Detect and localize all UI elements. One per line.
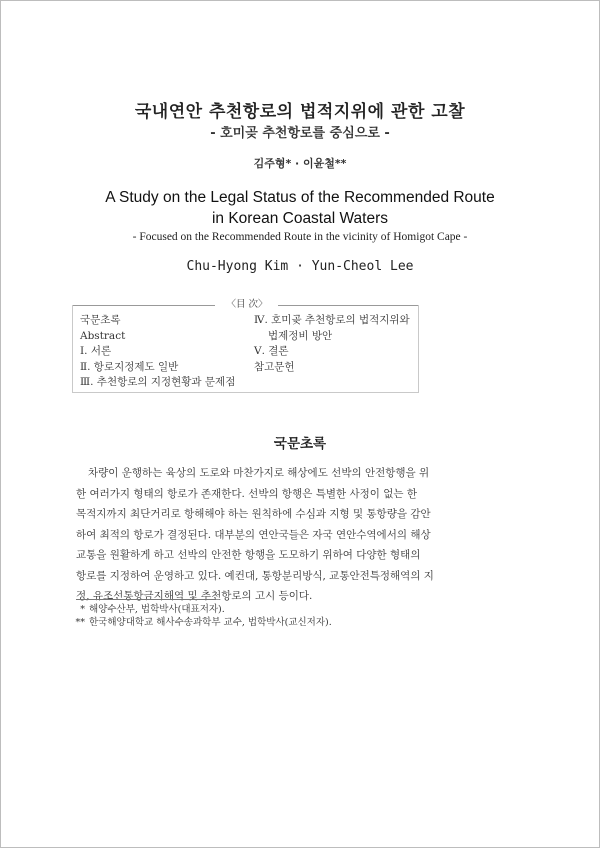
abstract-line: 정, 유조선통항금지해역 및 추천항로의 고시 등이다. — [76, 590, 313, 602]
authors-english: Chu-Hyong Kim · Yun-Cheol Lee — [186, 259, 414, 274]
toc-label: 〈目 次〉 — [226, 299, 268, 310]
footnotes — [71, 604, 332, 629]
toc-item: 참고문헌 — [254, 360, 295, 373]
abstract-line: 하여 최적의 항로가 결정된다. 대부분의 연안국들은 자국 연안수역에서의 해상 — [76, 528, 431, 541]
authors-korean: 김주형* · 이윤철** — [253, 157, 347, 170]
toc-item: Ⅰ. 서론 — [80, 345, 112, 357]
abstract-line: 교통을 원활하게 하고 선박의 안전한 항행을 도모하기 위하여 다양한 형태의 — [76, 549, 421, 561]
abstract-body — [76, 463, 434, 607]
footnote — [71, 617, 332, 630]
paper-title-korean: 국내연안 추천항로의 법적지위에 관한 고찰 — [134, 102, 466, 122]
footnote-mark: * — [80, 604, 85, 615]
paper-subtitle-korean: - 호미곶 추천항로를 중심으로 - — [210, 126, 390, 141]
abstract-line: 차량이 운행하는 육상의 도로와 마찬가지로 해상에도 선박의 안전항행을 위 — [88, 467, 430, 479]
footnote-text: 해양수산부, 법학박사(대표저자). — [89, 604, 225, 615]
paper-title-english — [0, 187, 600, 229]
paper-subtitle-english: - Focused on the Recommended Route in the vicinity of Homigot Cape - — [132, 231, 468, 243]
toc-left-column — [80, 313, 235, 391]
abstract-line: 항로를 지정하여 운영하고 있다. 예컨대, 통항분리방식, 교통안전특정해역의 지 — [76, 569, 434, 582]
title-en-line-1: A Study on the Legal Status of the Recommended Route — [105, 189, 495, 206]
footnote-rule — [76, 599, 216, 600]
title-en-line-2: in Korean Coastal Waters — [211, 210, 389, 227]
footnote-text: 한국해양대학교 해사수송과학부 교수, 법학박사(교신저자). — [89, 616, 332, 628]
footnote-mark: ** — [75, 616, 85, 628]
toc-right-column — [254, 313, 410, 375]
section-heading-abstract: 국문초록 — [273, 436, 327, 452]
abstract-line: 목적지까지 최단거리로 항해해야 하는 원칙하에 수심과 지형 및 통항량을 감안 — [76, 508, 431, 520]
toc-item: 국문초록 — [80, 314, 121, 326]
abstract-line: 한 여러가지 형태의 항로가 존재한다. 선박의 항행은 특별한 사정이 없는 한 — [76, 487, 418, 500]
toc-item: Ⅳ. 호미곶 추천항로의 법적지위와 — [254, 314, 410, 326]
footnote — [71, 604, 332, 617]
toc-item: Ⅲ. 추천항로의 지정현황과 문제점 — [80, 376, 236, 388]
toc-item: Ⅴ. 결론 — [254, 345, 289, 357]
toc-item: Ⅱ. 항로지정제도 일반 — [80, 360, 179, 373]
toc-item: Abstract — [80, 329, 126, 342]
toc-item-continuation: 법제정비 방안 — [268, 329, 333, 342]
